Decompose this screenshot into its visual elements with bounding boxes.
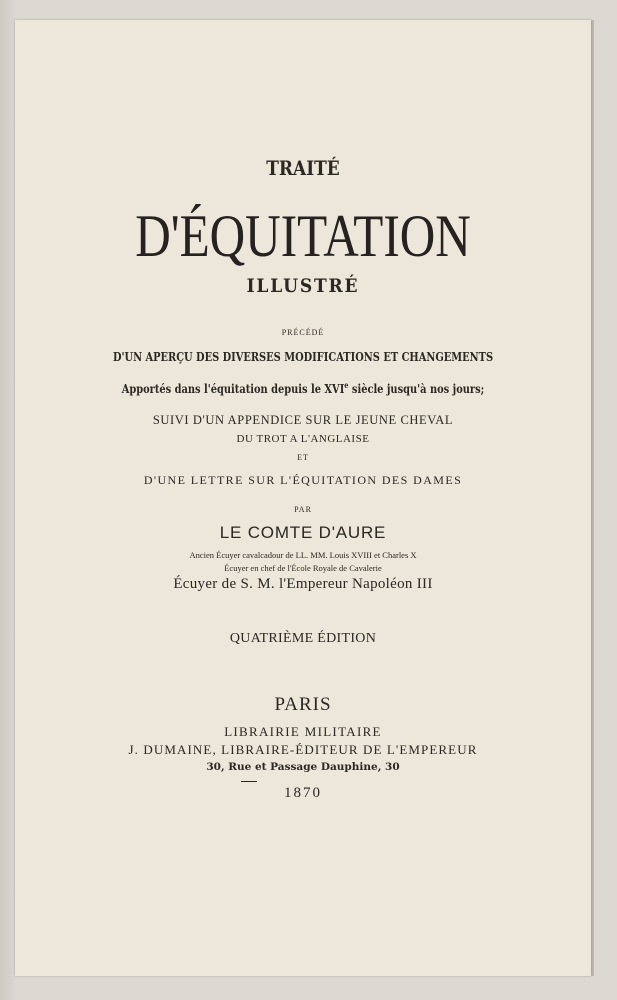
edition: QUATRIÈME ÉDITION — [229, 631, 377, 646]
publication-city: PARIS — [274, 694, 332, 715]
text-et: ET — [297, 453, 309, 462]
text-trot: DU TROT A L'ANGLAISE — [236, 433, 370, 445]
text-precede: PRÉCÉDÉ — [281, 328, 325, 337]
text-apportes-post: siècle jusqu'à nos jours; — [348, 382, 485, 396]
text-lettre: D'UNE LETTRE SUR L'ÉQUITATION DES DAMES — [143, 473, 463, 487]
text-apportes-sup: e — [344, 380, 349, 390]
title-equitation: D'ÉQUITATION — [135, 203, 471, 269]
title-traite: TRAITÉ — [266, 156, 340, 180]
publisher-address: 30, Rue et Passage Dauphine, 30 — [206, 761, 400, 773]
text-par: PAR — [294, 505, 312, 514]
page-edge — [591, 20, 594, 976]
text-apportes — [67, 380, 539, 396]
title-page — [15, 20, 591, 976]
publisher-line-2: J. DUMAINE, LIBRAIRE-ÉDITEUR DE L'EMPEREUR — [128, 742, 478, 757]
author-name: LE COMTE D'AURE — [219, 523, 387, 542]
author-role-3: Écuyer de S. M. l'Empereur Napoléon III — [173, 576, 433, 592]
publication-year: 1870 — [284, 785, 322, 801]
title-illustre: ILLUSTRÉ — [246, 275, 360, 297]
text-apercu: D'UN APERÇU DES DIVERSES MODIFICATIONS ET CHANGEMENTS — [112, 350, 494, 364]
text-apportes-pre: Apportés dans l'équitation depuis le XVI — [121, 382, 345, 396]
author-role-2: Écuyer en chef de l'École Royale de Cavalerie — [224, 563, 382, 573]
page-gutter-shadow — [0, 0, 15, 1000]
publisher-line-1: LIBRAIRIE MILITAIRE — [224, 724, 382, 739]
author-role-1: Ancien Écuyer cavalcadour de LL. MM. Louis XVIII et Charles X — [189, 550, 417, 560]
divider-rule — [241, 781, 257, 782]
text-suivi: SUIVI D'UN APPENDICE SUR LE JEUNE CHEVAL — [152, 413, 454, 427]
